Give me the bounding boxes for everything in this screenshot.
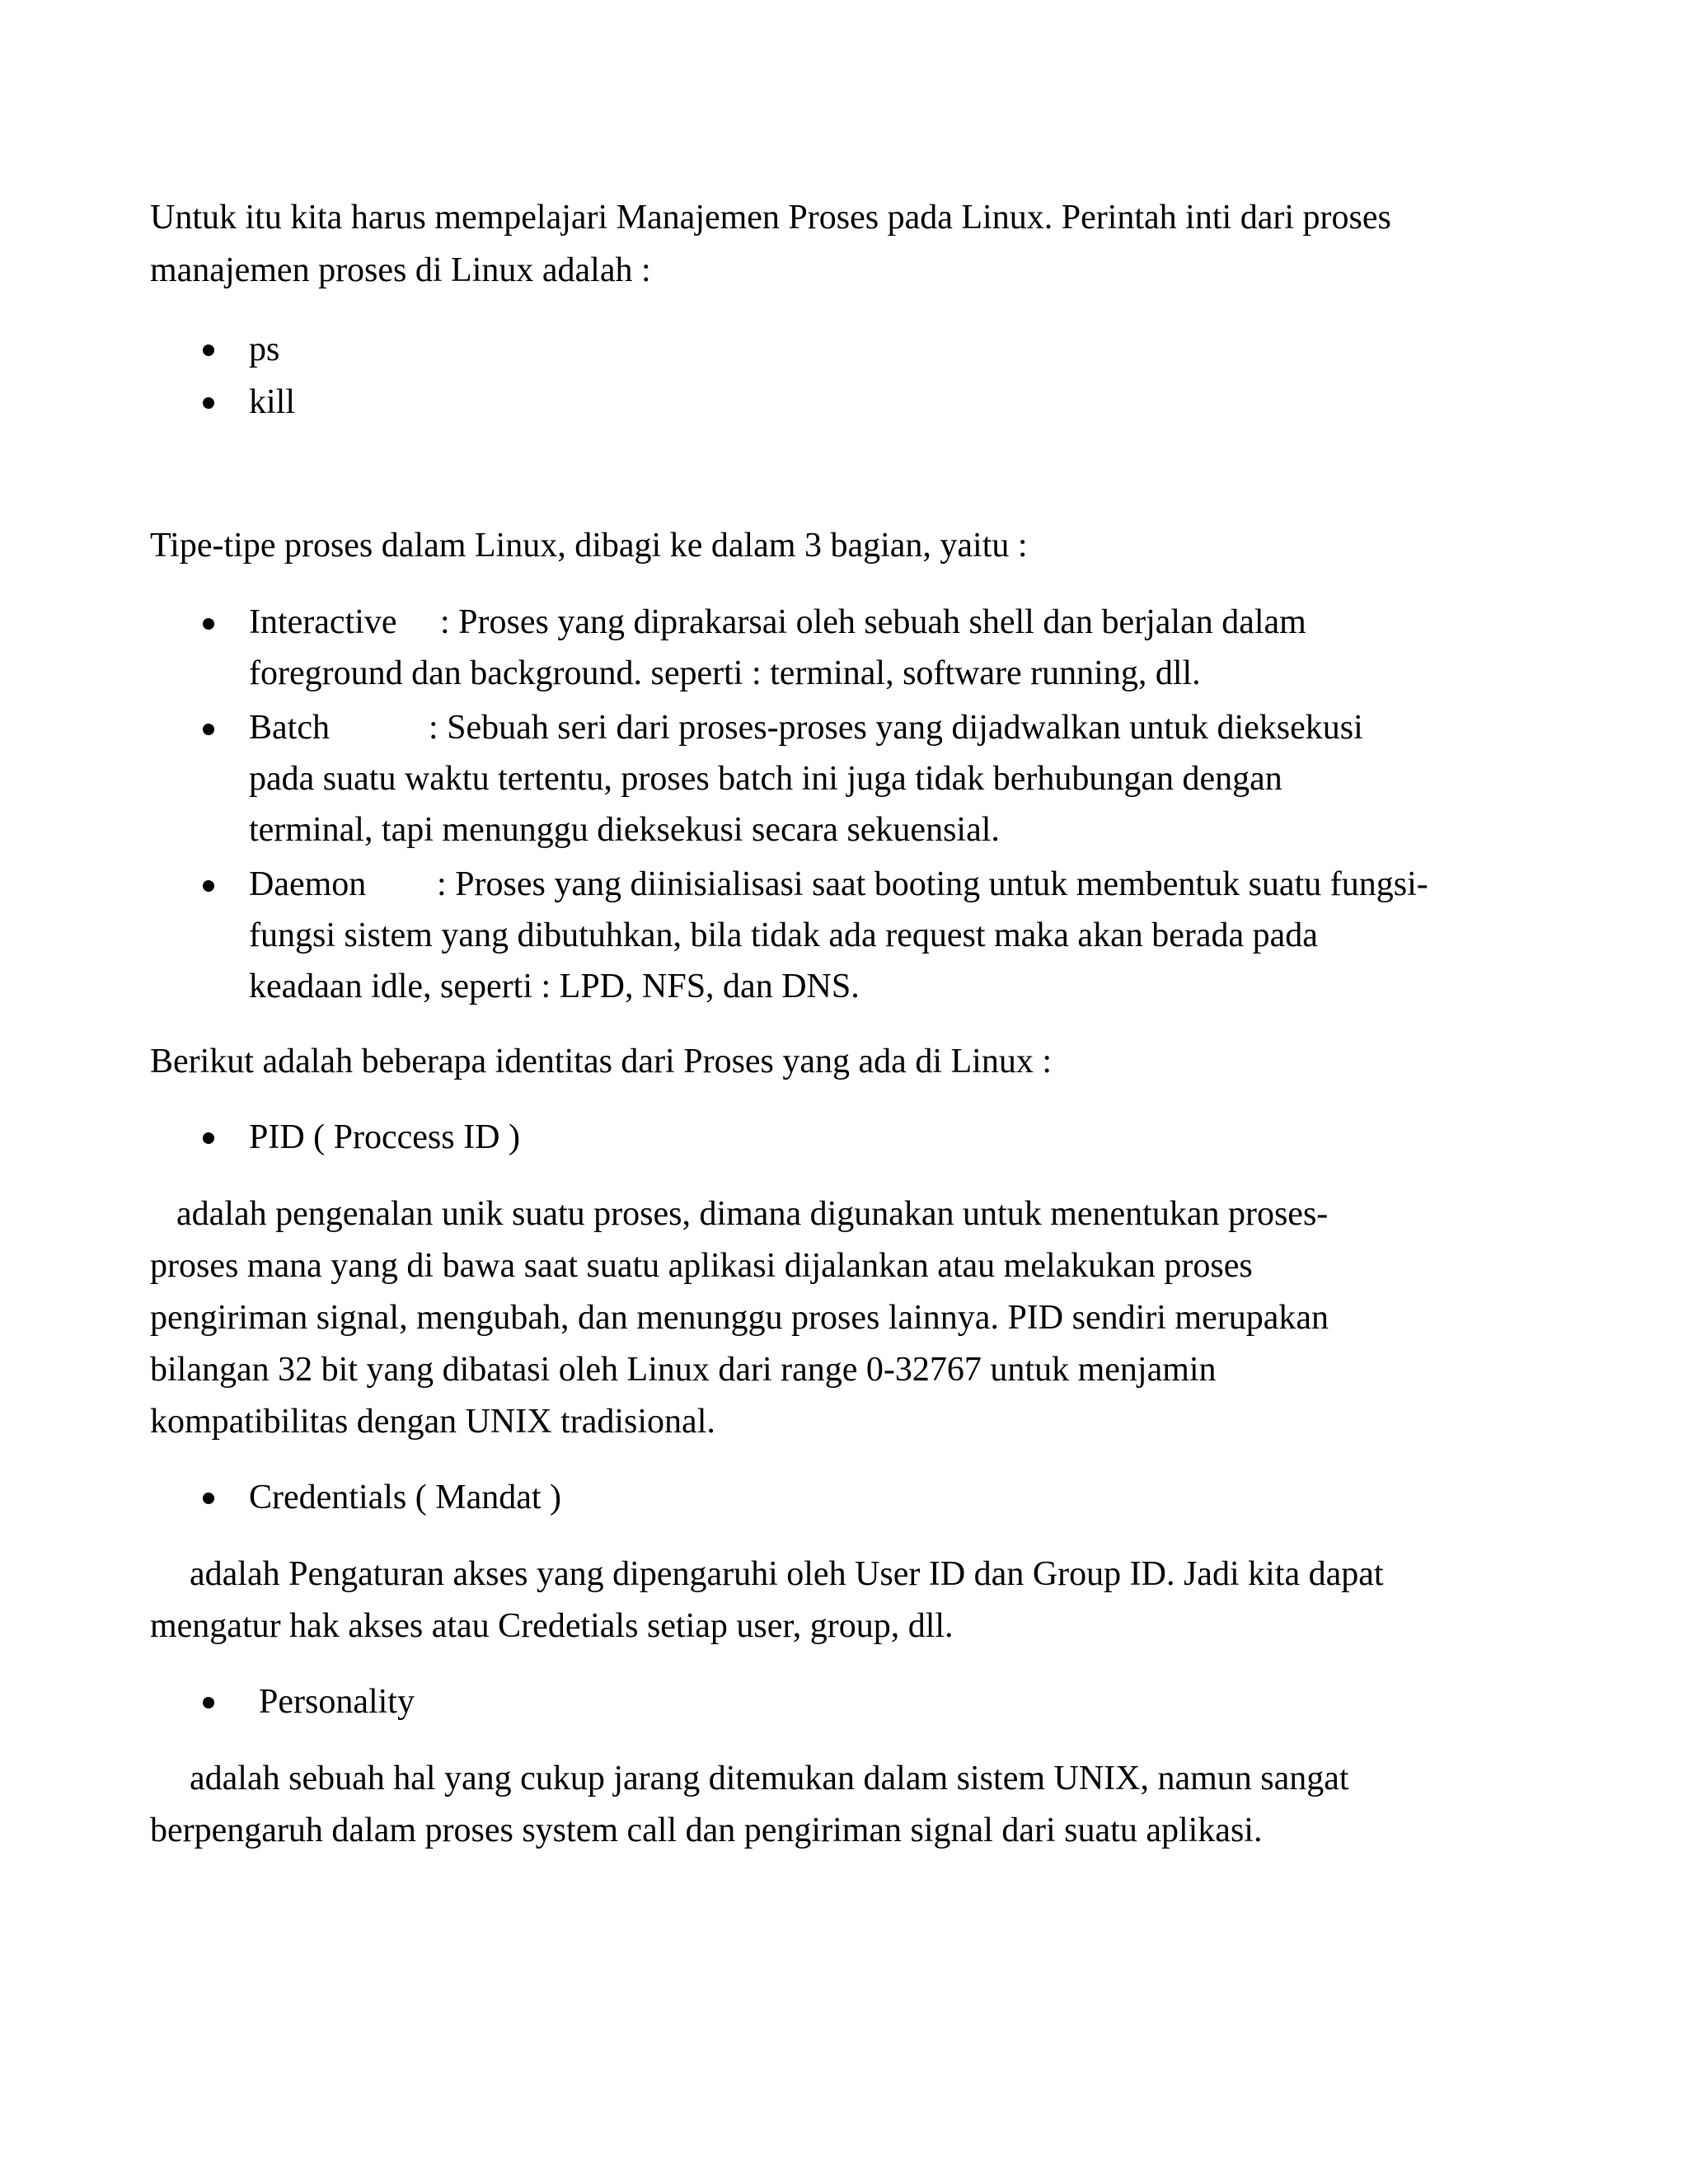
type-description: : Proses yang diinisialisasi saat booting untuk membentuk suatu fungsi- [437, 865, 1428, 903]
command-ps: ps [249, 330, 280, 368]
description-line: berpengaruh dalam proses system call dan pengiriman signal dari suatu aplikasi. [150, 1811, 1263, 1849]
pid-description [150, 1188, 1551, 1448]
command-kill: kill [249, 383, 296, 421]
type-term: Daemon [249, 865, 367, 903]
type-description-line: fungsi sistem yang dibutuhkan, bila tidak ada request maka akan berada pada [249, 916, 1318, 954]
list-item-interactive [150, 597, 1551, 699]
description-line: mengatur hak akses atau Credetials setiap user, group, dll. [150, 1607, 954, 1645]
bullet-icon [203, 344, 214, 356]
identity-pid-item [150, 1111, 1551, 1164]
personality-description [150, 1753, 1551, 1857]
description-line: pengiriman signal, mengubah, dan menunggu proses lainnya. PID sendiri merupakan [150, 1299, 1329, 1337]
list-item-daemon [150, 859, 1551, 1012]
type-description: : Proses yang diprakarsai oleh sebuah shell dan berjalan dalam [440, 603, 1306, 641]
type-description-line: pada suatu waktu tertentu, proses batch ini juga tidak berhubungan dengan [249, 760, 1282, 798]
description-line: adalah pengenalan unik suatu proses, dimana digunakan untuk menentukan proses- [176, 1195, 1329, 1233]
description-line: adalah sebuah hal yang cukup jarang ditemukan dalam sistem UNIX, namun sangat [190, 1760, 1349, 1797]
types-heading: Tipe-tipe proses dalam Linux, dibagi ke dalam 3 bagian, yaitu : [150, 527, 1028, 565]
bullet-icon [203, 618, 214, 630]
document-page [150, 191, 1551, 1880]
type-term: Batch [249, 709, 330, 747]
type-description-line: terminal, tapi menunggu dieksekusi secara sekuensial. [249, 811, 1000, 849]
identity-title: Personality [259, 1683, 415, 1721]
bullet-icon [203, 1697, 214, 1708]
identity-title: PID ( Proccess ID ) [249, 1118, 520, 1156]
identity-credentials-item [150, 1471, 1551, 1524]
bullet-icon [203, 880, 214, 892]
process-types-list [150, 597, 1551, 1012]
list-item [150, 323, 1551, 376]
type-description: : Sebuah seri dari proses-proses yang dijadwalkan untuk dieksekusi [429, 709, 1363, 747]
list-item-batch [150, 702, 1551, 855]
list-item [150, 376, 1551, 429]
description-line: adalah Pengaturan akses yang dipengaruhi oleh User ID dan Group ID. Jadi kita dapat [190, 1555, 1384, 1593]
description-line: kompatibilitas dengan UNIX tradisional. [150, 1403, 715, 1441]
identities-heading: Berikut adalah beberapa identitas dari Proses yang ada di Linux : [150, 1043, 1052, 1080]
bullet-icon [203, 1493, 214, 1504]
credentials-description [150, 1549, 1551, 1652]
intro-line: Untuk itu kita harus mempelajari Manajemen Proses pada Linux. Perintah inti dari proses [150, 199, 1391, 237]
description-line: bilangan 32 bit yang dibatasi oleh Linux dari range 0-32767 untuk menjamin [150, 1351, 1217, 1389]
intro-paragraph [150, 191, 1551, 297]
command-list [150, 323, 1551, 429]
type-description-line: foreground dan background. seperti : terminal, software running, dll. [249, 654, 1201, 692]
identity-title: Credentials ( Mandat ) [249, 1479, 562, 1516]
description-line: proses mana yang di bawa saat suatu aplikasi dijalankan atau melakukan proses [150, 1247, 1253, 1285]
bullet-icon [203, 1132, 214, 1144]
identity-personality-item [150, 1675, 1551, 1728]
type-description-line: keadaan idle, seperti : LPD, NFS, dan DNS. [249, 968, 860, 1005]
intro-line: manajemen proses di Linux adalah : [150, 251, 651, 289]
bullet-icon [203, 724, 214, 735]
type-term: Interactive [249, 603, 397, 641]
bullet-icon [203, 397, 214, 409]
